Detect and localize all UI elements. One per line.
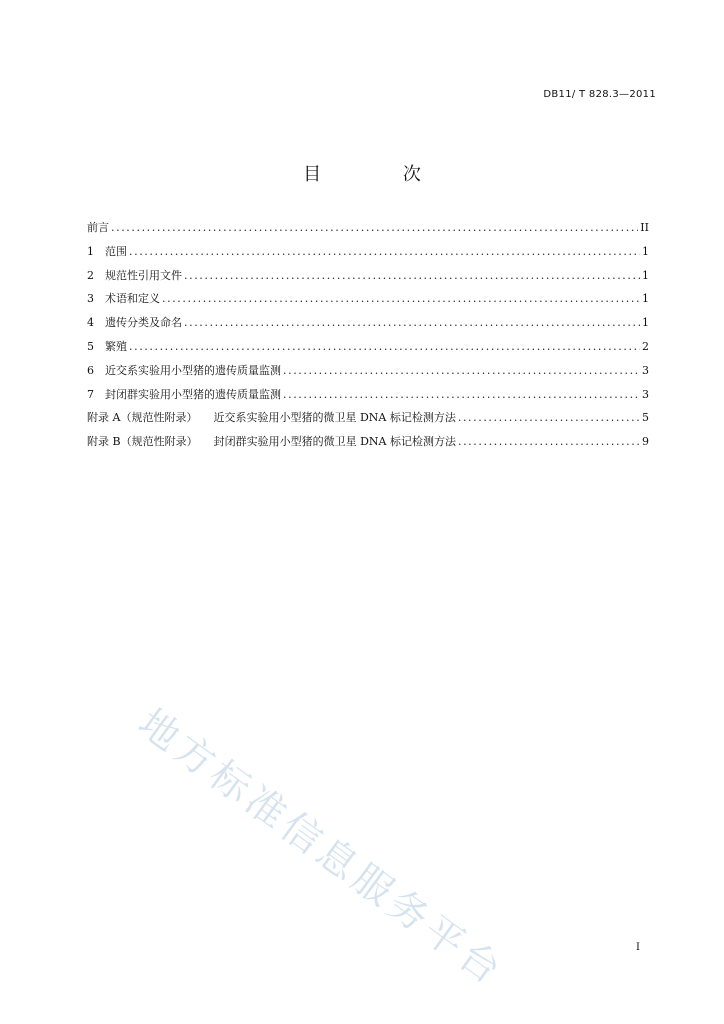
toc-entry-page: 5 <box>642 411 649 425</box>
toc-entry-page: 1 <box>642 316 649 330</box>
toc-dot-leader <box>184 264 640 288</box>
toc-entry-number: 3 <box>87 292 94 306</box>
toc-entry-annex-b[interactable] <box>87 430 649 454</box>
page-number: I <box>636 942 640 953</box>
toc-dot-leader <box>283 359 640 383</box>
toc-dot-leader <box>184 311 640 335</box>
toc-dot-leader <box>129 240 640 264</box>
toc-entry-page: 1 <box>642 268 649 282</box>
toc-entry-foreword[interactable] <box>87 216 649 240</box>
toc-entry-page: 1 <box>642 244 649 258</box>
toc-entry-label: 术语和定义 <box>105 292 160 306</box>
toc-entry-label: 近交系实验用小型猪的遗传质量监测 <box>105 363 281 377</box>
toc-entry-7[interactable] <box>87 383 649 407</box>
watermark: 地方标准信息服务平台 <box>129 700 513 996</box>
toc-entry-4[interactable] <box>87 311 649 335</box>
toc-entry-3[interactable] <box>87 287 649 311</box>
toc-dot-leader <box>111 216 638 240</box>
toc-entry-page: 1 <box>642 292 649 306</box>
toc-entry-page: 2 <box>642 339 649 353</box>
toc-entry-page: 3 <box>642 363 649 377</box>
toc-entry-2[interactable] <box>87 264 649 288</box>
toc-entry-label: 近交系实验用小型猪的微卫星 DNA 标记检测方法 <box>213 411 456 425</box>
document-code: DB11/ T 828.3—2011 <box>543 89 656 100</box>
toc-entry-label: 规范性引用文件 <box>105 268 182 282</box>
toc-entry-number: 1 <box>87 244 94 258</box>
toc-entry-number: 6 <box>87 363 94 377</box>
toc-title: 目 次 <box>303 164 459 185</box>
toc-entry-number: 4 <box>87 316 94 330</box>
toc-entry-number: 2 <box>87 268 94 282</box>
toc-dot-leader <box>458 430 640 454</box>
toc-annex-label: 附录 B（规范性附录） <box>87 435 198 449</box>
toc-entry-label: 遗传分类及命名 <box>105 316 182 330</box>
toc-entry-label: 封闭群实验用小型猪的遗传质量监测 <box>105 387 281 401</box>
toc-entry-annex-a[interactable] <box>87 406 649 430</box>
toc-entry-label: 前言 <box>87 221 109 234</box>
toc-entry-number: 7 <box>87 387 94 401</box>
toc-entry-label: 封闭群实验用小型猪的微卫星 DNA 标记检测方法 <box>213 435 456 449</box>
toc-dot-leader <box>458 406 640 430</box>
toc-entry-page: II <box>640 221 649 234</box>
toc-entry-page: 9 <box>642 435 649 449</box>
toc-entry-number: 5 <box>87 339 94 353</box>
toc-dot-leader <box>283 383 640 407</box>
toc-dot-leader <box>129 335 640 359</box>
toc-entry-label: 繁殖 <box>105 339 127 353</box>
table-of-contents <box>87 216 649 454</box>
toc-entry-6[interactable] <box>87 359 649 383</box>
toc-entry-label: 范围 <box>105 244 127 258</box>
toc-entry-5[interactable] <box>87 335 649 359</box>
toc-entry-1[interactable] <box>87 240 649 264</box>
toc-annex-label: 附录 A（规范性附录） <box>87 411 198 425</box>
toc-entry-page: 3 <box>642 387 649 401</box>
toc-dot-leader <box>162 287 640 311</box>
